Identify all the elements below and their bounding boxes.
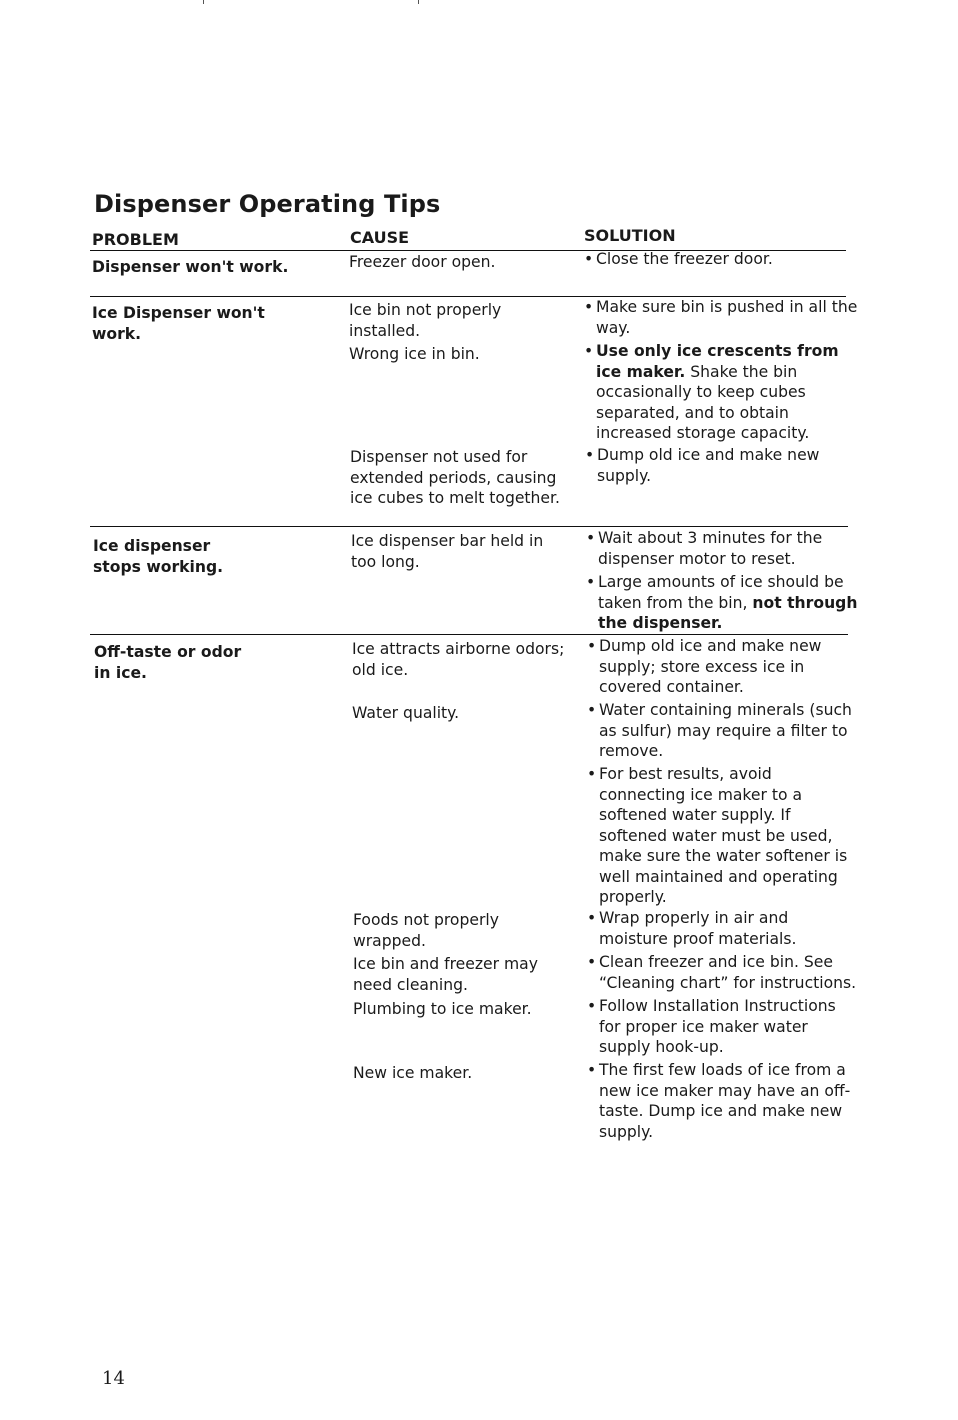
solution-text: Shake the bin occasionally to keep cubes separated, and to obtain increased storage capacity. [596, 362, 810, 442]
cause-cell: Freezer door open. [349, 253, 496, 271]
cause-cell: Ice bin not properly installed. [349, 301, 502, 340]
solution-emphasis: not through the dispenser. [598, 593, 858, 632]
row-divider [90, 526, 848, 527]
bullet-icon: • [584, 298, 594, 316]
cause-cell: Wrong ice in bin. [349, 345, 480, 363]
solution-cell: Follow Installation Instructions for proper ice maker water supply hook-up. [599, 997, 836, 1056]
bullet-icon: • [587, 701, 597, 719]
bullet-icon: • [586, 529, 596, 547]
solution-cell: Dump old ice and make new supply. [597, 446, 820, 485]
cause-cell: Water quality. [352, 704, 460, 722]
bullet-icon: • [587, 637, 597, 655]
bullet-icon: • [587, 1061, 597, 1079]
bullet-icon: • [584, 342, 594, 360]
solution-cell [598, 572, 860, 634]
problem-cell: Off-taste or odor in ice. [94, 643, 242, 682]
bullet-icon: • [587, 765, 597, 783]
solution-cell: The first few loads of ice from a new ice maker may have an off-taste. Dump ice and make new supply. [599, 1061, 851, 1141]
bullet-icon: • [584, 250, 594, 268]
header-problem: PROBLEM [92, 230, 179, 249]
solution-cell: Clean freezer and ice bin. See “Cleaning chart” for instructions. [599, 953, 857, 992]
header-solution: SOLUTION [584, 226, 676, 245]
cause-cell: Dispenser not used for extended periods, causing ice cubes to melt together. [350, 448, 560, 507]
bullet-icon: • [585, 446, 595, 464]
cause-cell: New ice maker. [353, 1064, 473, 1082]
bullet-icon: • [587, 997, 597, 1015]
solution-emphasis: Use only ice crescents from ice maker. [596, 342, 839, 381]
cause-cell: Plumbing to ice maker. [353, 1000, 532, 1018]
scan-mark [203, 0, 204, 4]
header-cause: CAUSE [350, 228, 410, 247]
solution-cell: Wait about 3 minutes for the dispenser motor to reset. [598, 529, 823, 568]
bullet-icon: • [586, 573, 596, 591]
scan-mark [418, 0, 419, 4]
bullet-icon: • [587, 953, 597, 971]
solution-cell: Dump old ice and make new supply; store excess ice in covered container. [599, 637, 822, 696]
solution-cell: For best results, avoid connecting ice maker to a softened water supply. If softened water must be used, make sure the water softener is well maintained and operating properly. [599, 765, 848, 906]
cause-cell: Foods not properly wrapped. [353, 911, 499, 950]
problem-cell: Ice dispenser stops working. [93, 537, 224, 576]
page-number: 14 [102, 1368, 125, 1389]
page-title: Dispenser Operating Tips [94, 190, 441, 218]
problem-cell: Dispenser won't work. [92, 258, 289, 276]
row-divider [90, 634, 848, 635]
solution-text: Large amounts of ice should be taken from the bin, [598, 573, 844, 612]
problem-cell: Ice Dispenser won't work. [92, 304, 265, 343]
solution-cell: Water containing minerals (such as sulfur) may require a filter to remove. [599, 701, 852, 760]
solution-cell: Make sure bin is pushed in all the way. [596, 298, 858, 337]
cause-cell: Ice bin and freezer may need cleaning. [353, 955, 538, 994]
cause-cell: Ice attracts airborne odors; old ice. [352, 640, 565, 679]
bullet-icon: • [587, 909, 597, 927]
solution-cell: Close the freezer door. [596, 250, 773, 268]
solution-cell [596, 341, 858, 444]
cause-cell: Ice dispenser bar held in too long. [351, 532, 544, 571]
solution-cell: Wrap properly in air and moisture proof materials. [599, 909, 797, 948]
